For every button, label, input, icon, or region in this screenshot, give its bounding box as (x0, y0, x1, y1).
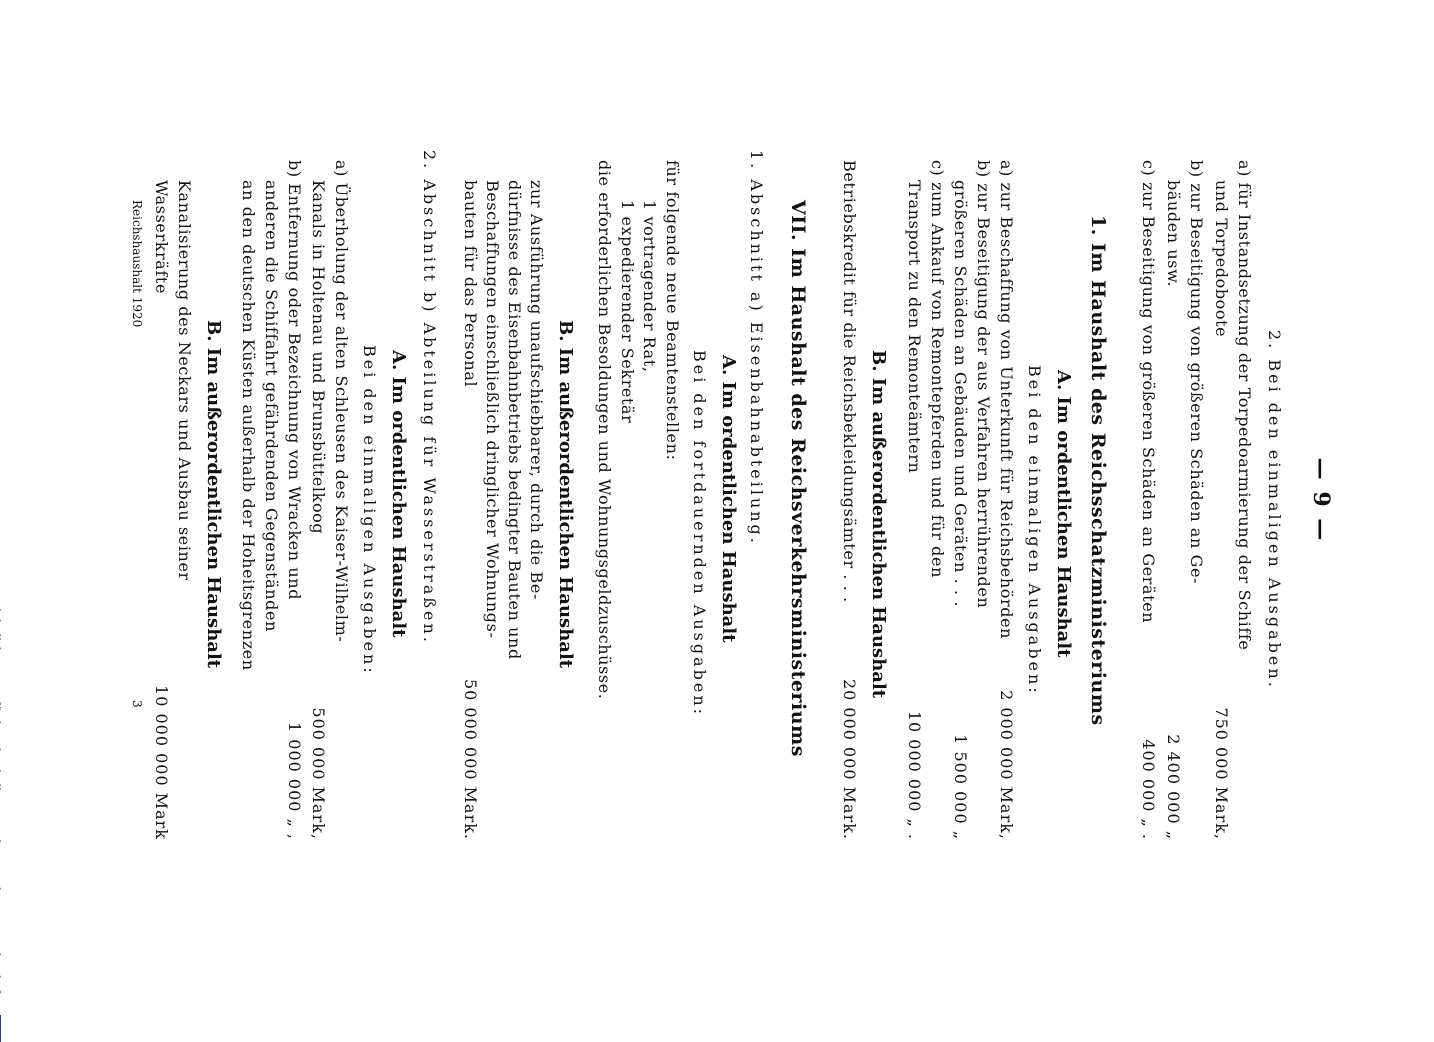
subsection-subtitle: Bei den einmaligen Ausgaben: (360, 345, 379, 676)
amount: 50 000 000 Mark. (461, 678, 480, 840)
section-heading: 2. Bei den einmaligen Ausgaben. (1265, 330, 1284, 690)
item-line: a) zur Beschaffung von Unterkunft für Reichsbehörden (997, 160, 1016, 640)
item-line: b) Entfernung oder Bezeichnung von Wracken und (285, 160, 304, 601)
item-line: Transport zu den Remonteämtern (905, 180, 924, 474)
amount: 2 400 000 „ (1164, 734, 1183, 840)
item-line: bauten für das Personal (461, 180, 480, 388)
item-line: b) zur Beseitigung der aus Verfahren herrührenden (974, 160, 993, 609)
item-line: Beschaffungen einschließlich dringlicher Wohnungs- (483, 180, 502, 639)
item-line: bäuden usw. (1164, 180, 1183, 288)
subsection-title: B. Im außerordentlichen Haushalt (203, 320, 224, 669)
subsection-title: A. Im ordentlichen Haushalt (718, 355, 739, 643)
item-line: a) Überholung der alten Schleusen des Kaiser-Wilhelm- (332, 160, 351, 643)
amount: 500 000 Mark, (309, 707, 328, 840)
list-item: 1 expedierender Sekretär (618, 200, 637, 424)
section-title: 1. Im Haushalt des Reichsschatzministeriums (1087, 215, 1109, 726)
item-line: c) zum Ankauf von Remontepferden und für den (928, 160, 947, 578)
item-line: die erforderlichen Besoldungen und Wohnungsgeldzuschüsse. (595, 160, 614, 700)
item-line: Kanals in Holtenau und Brunsbüttelkoog (309, 180, 328, 535)
subsection-title: B. Im außerordentlichen Haushalt (555, 320, 576, 669)
list-item: 1 vortragender Rat, (640, 200, 659, 373)
item-line: und Torpedoboote (1212, 180, 1231, 338)
amount: 20 000 000 Mark. (840, 678, 859, 840)
amount: 1 500 000 „ (951, 734, 970, 840)
item-line: größeren Schäden an Gebäuden und Geräten . . . (951, 180, 970, 608)
footer-right: 3 (130, 700, 144, 708)
dfg-sidebar (0, 600, 16, 990)
item-line: Kanalisierung des Neckars und Ausbau seiner (175, 180, 194, 581)
item-line: an den deutschen Küsten außerhalb der Hoheitsgrenzen (239, 180, 258, 671)
item-line: c) zur Beseitigung von größeren Schäden an Geräten (1139, 160, 1158, 624)
section-subheading: 2. Abschnitt b) Abteilung für Wasserstraßen. (420, 150, 439, 645)
item-line: anderen die Schiffahrt gefährdenden Gegenständen (262, 180, 281, 632)
item-line: a) für Instandsetzung der Torpedoarmierung der Schiffe (1235, 160, 1254, 651)
section-title: VII. Im Haushalt des Reichsverkehrsministeriums (787, 200, 809, 757)
dfg-credit-text (0, 600, 1, 1006)
amount: 1 000 000 „ , (285, 722, 304, 840)
amount: 750 000 Mark, (1212, 707, 1231, 840)
footer-left: Reichshaushalt 1920 (130, 200, 144, 328)
amount: 400 000 „ . (1139, 739, 1158, 840)
page-number: — 9 — (1308, 457, 1334, 543)
item-line: b) zur Beseitigung von größeren Schäden an Ge- (1187, 160, 1206, 585)
item-line: dürfnisse des Eisenbahnbetriebs bedingter Bauten und (505, 180, 524, 660)
subsection-subtitle: Bei den fortdauernden Ausgaben: (690, 350, 709, 718)
subsection-title: B. Im außerordentlichen Haushalt (868, 350, 889, 699)
item-line: Wasserkräfte (152, 180, 171, 295)
amount: 10 000 000 Mark (152, 685, 171, 840)
amount: 10 000 000 „ . (905, 710, 924, 840)
subsection-title: A. Im ordentlichen Haushalt (388, 350, 409, 638)
amount: 2 000 000 Mark, (997, 690, 1016, 840)
item-line: Betriebskredit für die Reichsbekleidungsämter . . . (840, 160, 859, 603)
item-line: für folgende neue Beamtenstellen: (663, 160, 682, 461)
item-line: zur Ausführung unaufschiebbarer, durch die Be- (527, 180, 546, 600)
subsection-subtitle: Bei den einmaligen Ausgaben: (1025, 365, 1044, 696)
dfg-logo (0, 1015, 1, 1042)
subsection-title: A. Im ordentlichen Haushalt (1053, 370, 1074, 658)
section-subheading: 1. Abschnitt a) Eisenbahnabteilung. (747, 150, 766, 546)
